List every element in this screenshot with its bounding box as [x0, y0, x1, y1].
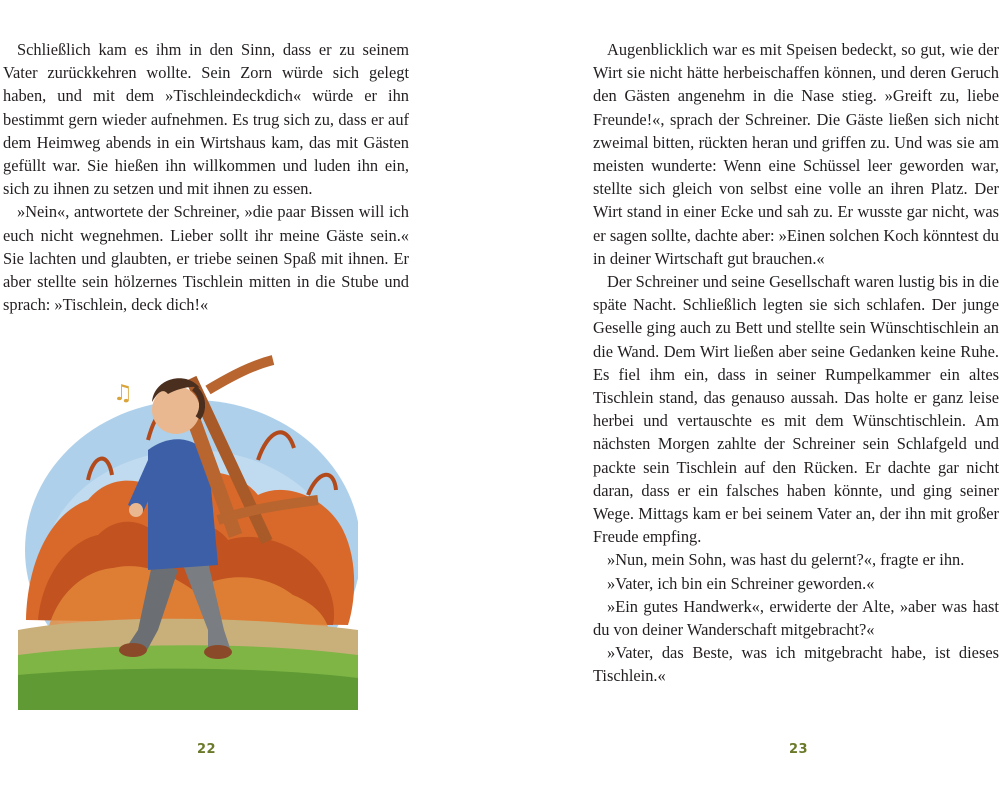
journeyman-illustration [18, 330, 358, 710]
left-page-text [3, 38, 409, 316]
paragraph: »Ein gutes Handwerk«, erwiderte der Alte, »aber was hast du von deiner Wanderschaft mitgebracht?« [593, 596, 999, 640]
right-page-text [593, 38, 999, 688]
page-number: 23 [789, 742, 809, 757]
paragraph: Augenblicklich war es mit Speisen bedeckt, so gut, wie der Wirt sie nicht hätte herbeischaffen können, und deren Geruch den Gästen angenehm in die Nase stieg. »Greift zu, liebe Freunde!«, sprach der Schreiner. Die Gäste ließen sich nicht zweimal bitten, rückten heran und griffen zu. Und was sie am meisten wunderte: Wenn eine Schüssel leer geworden war, stellte sich gleich von selbst eine volle an ihren Platz. Der Wirt stand in einer Ecke und sah zu. Er wusste gar nicht, was er sagen sollte, dachte aber: »Einen solchen Koch könntest du in deiner Wirtschaft gut brauchen.« [593, 40, 999, 268]
svg-text:♫: ♫ [113, 381, 133, 406]
paragraph: »Vater, das Beste, was ich mitgebracht habe, ist dieses Tischlein.« [593, 643, 999, 686]
right-page [500, 0, 1000, 800]
paragraph: Der Schreiner und seine Gesellschaft waren lustig bis in die späte Nacht. Schließlich legten sie sich schlafen. Der junge Geselle ging auch zu Bett und stellte sein Wünschtischlein an die Wand. Dem Wirt ließen aber seine Gedanken keine Ruhe. Es fiel ihm ein, dass in seiner Rumpelkammer ein altes Tischlein stand, das genauso aussah. Das holte er ganz leise herbei und vertauschte es mit dem Wünschtischlein. Am nächsten Morgen zahlte der Schreiner sein Schlafgeld und packte sein Tischlein auf den Rücken. Er dachte gar nicht daran, dass er ein falsches haben könnte, und ging seiner Wege. Mittags kam er bei seinem Vater an, der ihn mit großer Freude empfing. [593, 272, 999, 547]
paragraph: »Nun, mein Sohn, was hast du gelernt?«, fragte er ihn. [607, 550, 965, 570]
paragraph: »Nein«, antwortete der Schreiner, »die paar Bissen will ich euch nicht wegnehmen. Lieber sollt ihr meine Gäste sein.« Sie lachten und glaubten, er triebe seinen Spaß mit ihnen. Er aber stellte sein hölzernes Tischlein mitten in die Stube und sprach: »Tischlein, deck dich!« [3, 202, 409, 315]
paragraph: »Vater, ich bin ein Schreiner geworden.« [607, 573, 875, 593]
page-number: 22 [197, 742, 217, 757]
paragraph: Schließlich kam es ihm in den Sinn, dass er zu seinem Vater zurückkehren wollte. Sein Zorn würde sich gelegt haben, und mit dem »Tischleindeckdich« würde er ihn bestimmt gern wieder aufnehmen. Es trug sich zu, dass er auf dem Heimweg abends in ein Wirtshaus kam, das mit Gästen gefüllt war. Sie hießen ihn willkommen und luden ihn ein, sich zu ihnen zu setzen und mit ihnen zu essen. [3, 40, 409, 199]
